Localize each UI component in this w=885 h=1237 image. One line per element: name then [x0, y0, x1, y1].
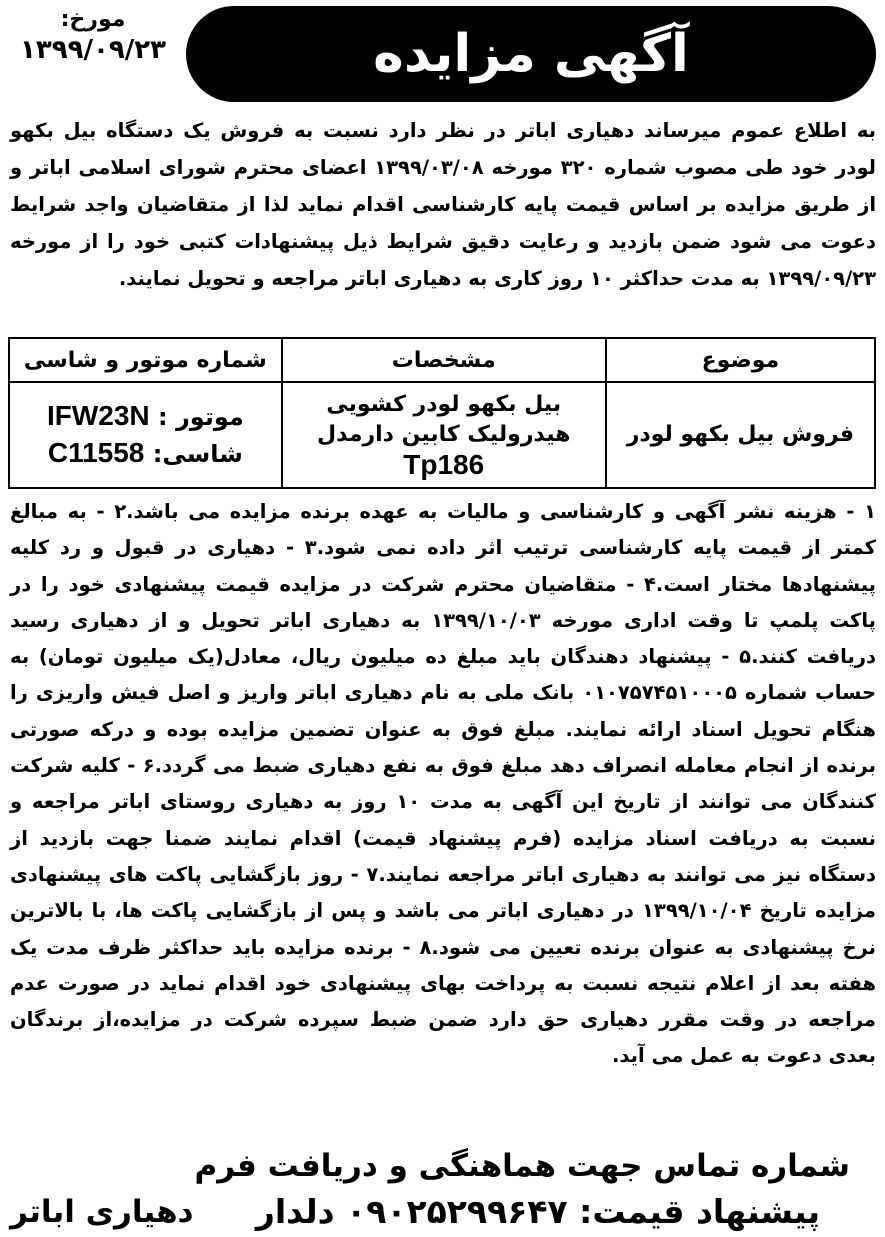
engine-number: IFW23N	[46, 400, 150, 431]
table-row	[9, 382, 875, 488]
date-label: مورخ:	[60, 7, 126, 32]
specs-line-1: بیل بکهو لودر کشویی	[326, 392, 562, 417]
table-header-row	[9, 338, 875, 382]
header-engine-chassis: شماره موتور و شاسی	[9, 338, 282, 382]
specs-line-2: هیدرولیک کابین دارمدل	[317, 422, 571, 447]
date-value: ۱۳۹۹/۰۹/۲۳	[20, 35, 166, 65]
cell-specs	[282, 382, 606, 488]
chassis-line	[10, 435, 281, 472]
title-banner	[186, 6, 876, 102]
engine-line	[10, 398, 281, 435]
chassis-number: C11558	[47, 437, 145, 468]
contact-name: دلدار	[255, 1192, 335, 1231]
chassis-label: شاسی:	[152, 440, 243, 468]
contact-phone: ۰۹۰۲۵۲۹۹۶۴۷	[346, 1192, 568, 1231]
page-title: آگهی مزایده	[373, 24, 689, 84]
organization-name: دهیاری اباتر	[10, 1194, 194, 1230]
header-specs: مشخصات	[282, 338, 606, 382]
contact-prefix: پیشنهاد قیمت:	[579, 1192, 820, 1231]
cell-subject: فروش بیل بکهو لودر	[606, 382, 875, 488]
cell-engine-chassis	[9, 382, 282, 488]
date-block	[8, 6, 178, 66]
contact-title: شماره تماس جهت هماهنگی و دریافت فرم	[194, 1148, 850, 1184]
engine-label: موتور :	[158, 403, 244, 431]
intro-paragraph: به اطلاع عموم میرساند دهیاری اباتر در نظر دارد نسبت به فروش یک دستگاه بیل بکهو لودر خود طی مصوب شماره ۳۲۰ مورخه ۱۳۹۹/۰۳/۰۸ اعضای محترم شورای اسلامی اباتر و از طریق مزایده بر اساس قیمت پایه کارشناسی اقدام نماید لذا از متقاضیان واجد شرایط دعوت می شود ضمن بازدید و رعایت دقیق شرایط ذیل پیشنهادات کتبی خود را از مورخه ۱۳۹۹/۰۹/۲۳ به مدت حداکثر ۱۰ روز کاری به دهیاری اباتر مراجعه و تحویل نمایند.	[10, 119, 876, 290]
conditions-paragraph: ۱ - هزینه نشر آگهی و کارشناسی و مالیات به عهده برنده مزایده می باشد.۲ - به مبالغ کمتر از قیمت پایه کارشناسی ترتیب اثر داده نمی شود.۳ - دهیاری در قبول و رد کلیه پیشنهادها مختار است.۴ - متقاضیان محترم شرکت در مزایده قیمت پیشنهادی خود را در پاکت پلمپ تا وقت اداری مورخه ۱۳۹۹/۱۰/۰۳ به دهیاری اباتر تحویل و از دهیاری رسید دریافت کنند.۵ - پیشنهاد دهندگان باید مبلغ ده میلیون ریال، معادل(یک میلیون تومان) به حساب شماره ۰۱۰۷۵۷۴۵۱۰۰۰۵ بانک ملی به نام دهیاری اباتر واریز و اصل فیش واریزی را هنگام تحویل اسناد ارائه نمایند. مبلغ فوق به عنوان تضمین مزایده بوده و درکه صورتی برنده از انجام معامله انصراف دهد مبلغ فوق به نفع دهیاری ضبط می گردد.۶ - کلیه شرکت کنندگان می توانند از تاریخ این آگهی به مدت ۱۰ روز به دهیاری روستای اباتر مراجعه و نسبت به دریافت اسناد مزایده (فرم پیشنهاد قیمت) اقدام نمایند ضمنا جهت بازدید از دستگاه نیز می توانند به دهیاری اباتر مراجعه نمایند.۷ - روز بازگشایی پاکت های پیشنهادی مزایده تاریخ ۱۳۹۹/۱۰/۰۴ در دهیاری اباتر می باشد و پس از بازگشایی پاکت ها، با بالاترین نرخ پیشنهادی به عنوان برنده تعیین می شود.۸ - برنده مزایده باید حداکثر ظرف مدت یک هفته بعد از اعلام نتیجه نسبت به پرداخت بهای پیشنهادی خود اقدام نماید در صورت عدم مراجعه در وقت مقرر دهیاری حق دارد ضمن ضبط سپرده شرکت در مزایده،از برندگان بعدی دعوت به عمل می آید.	[10, 500, 877, 1068]
spec-table	[8, 337, 876, 489]
contact-phone-line	[255, 1190, 820, 1234]
header-subject: موضوع	[606, 338, 875, 382]
specs-model: Tp186	[403, 449, 485, 480]
